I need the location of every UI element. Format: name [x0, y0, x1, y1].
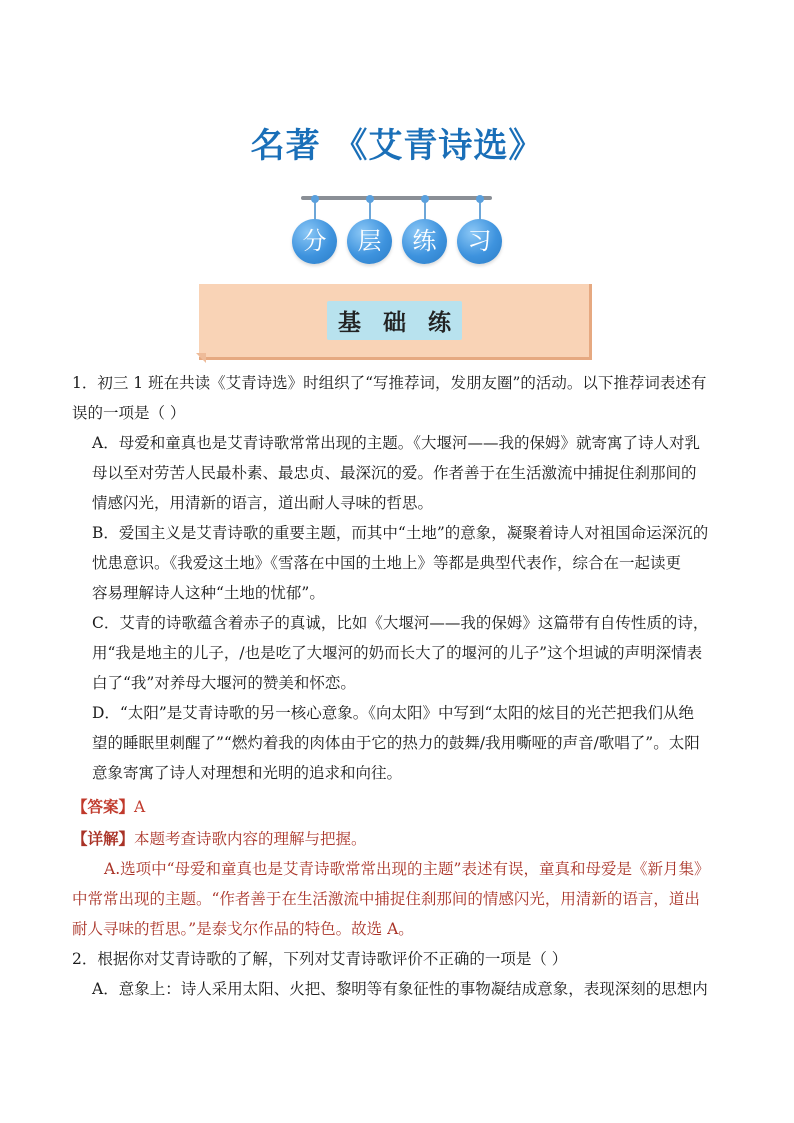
badge-char: 层 [347, 219, 392, 264]
text-line: 意象寄寓了诗人对理想和光明的追求和向往。 [92, 764, 403, 782]
text-line: 忧患意识。《我爱这土地》《雪落在中国的土地上》等都是典型代表作，综合在一起读更 [92, 554, 682, 572]
question-1-stem [72, 368, 732, 428]
explanation-label: 【详解】 [72, 829, 135, 848]
option-d [72, 698, 732, 788]
document-body [72, 368, 732, 1004]
text-line: 耐人寻味的哲思。”是泰戈尔作品的特色。故选 A。 [72, 920, 414, 938]
section-char: 基 [338, 310, 361, 336]
layered-practice-badge [290, 219, 510, 269]
text-line: 2．根据你对艾青诗歌的了解，下列对艾青诗歌评价不正确的一项是（ ） [72, 950, 568, 968]
answer-value: A [134, 798, 146, 816]
badge-char: 练 [402, 219, 447, 264]
text-line: A．意象上：诗人采用太阳、火把、黎明等有象征性的事物凝结成意象，表现深刻的思想内 [92, 980, 708, 998]
answer-label: 【答案】 [72, 797, 135, 816]
text-line: 用“我是地主的儿子，/也是吃了大堰河的奶而长大了的堰河的儿子”这个坦诚的声明深情表 [92, 644, 703, 662]
hanger-bar [301, 196, 492, 200]
text-line: B．爱国主义是艾青诗歌的重要主题，而其中“土地”的意象，凝聚着诗人对祖国命运深沉的 [92, 524, 709, 542]
text-line: 白了“我”对养母大堰河的赞美和怀恋。 [92, 674, 356, 692]
option-a [72, 974, 732, 1004]
text-line: 误的一项是（ ） [72, 404, 186, 422]
section-banner [199, 284, 592, 360]
text-line: D．“太阳”是艾青诗歌的另一核心意象。《向太阳》中写到“太阳的炫目的光芒把我们从绝 [92, 704, 694, 722]
text-line: 中常常出现的主题。“作者善于在生活激流中捕捉住刹那间的情感闪光，用清新的语言，道出 [72, 890, 700, 908]
section-label [327, 301, 462, 340]
text-line: 1．初三 1 班在共读《艾青诗选》时组织了“写推荐词，发朋友圈”的活动。以下推荐词表述有 [72, 374, 707, 392]
page-title: 名著 《艾青诗选》 [250, 126, 544, 166]
text-line: C．艾青的诗歌蕴含着赤子的真诚，比如《大堰河——我的保姆》这篇带有自传性质的诗， [92, 614, 709, 632]
section-char: 础 [383, 310, 406, 336]
text-line: 情感闪光，用清新的语言，道出耐人寻味的哲思。 [92, 494, 434, 512]
answer [72, 792, 732, 822]
text-line: A．母爱和童真也是艾青诗歌常常出现的主题。《大堰河——我的保姆》就寄寓了诗人对乳 [92, 434, 700, 452]
text-line: A.选项中“母爱和童真也是艾青诗歌常常出现的主题”表述有误，童真和母爱是《新月集》 [104, 860, 710, 878]
explanation [72, 824, 732, 944]
badge-char: 习 [457, 219, 502, 264]
text-line: 容易理解诗人这种“土地的忧郁”。 [92, 584, 325, 602]
section-char: 练 [428, 310, 451, 336]
option-a [72, 428, 732, 518]
text-line: 望的睡眠里刺醒了”“燃灼着我的肉体由于它的热力的鼓舞/我用嘶哑的声音/歌唱了”。太阳 [92, 734, 700, 752]
question-2-stem [72, 944, 732, 974]
option-b [72, 518, 732, 608]
banner-fold [196, 353, 206, 363]
badge-char: 分 [292, 219, 337, 264]
text-line: 母以至对劳苦人民最朴素、最忠贞、最深沉的爱。作者善于在生活激流中捕捉住刹那间的 [92, 464, 697, 482]
explanation-intro: 本题考查诗歌内容的理解与把握。 [134, 830, 367, 848]
option-c [72, 608, 732, 698]
